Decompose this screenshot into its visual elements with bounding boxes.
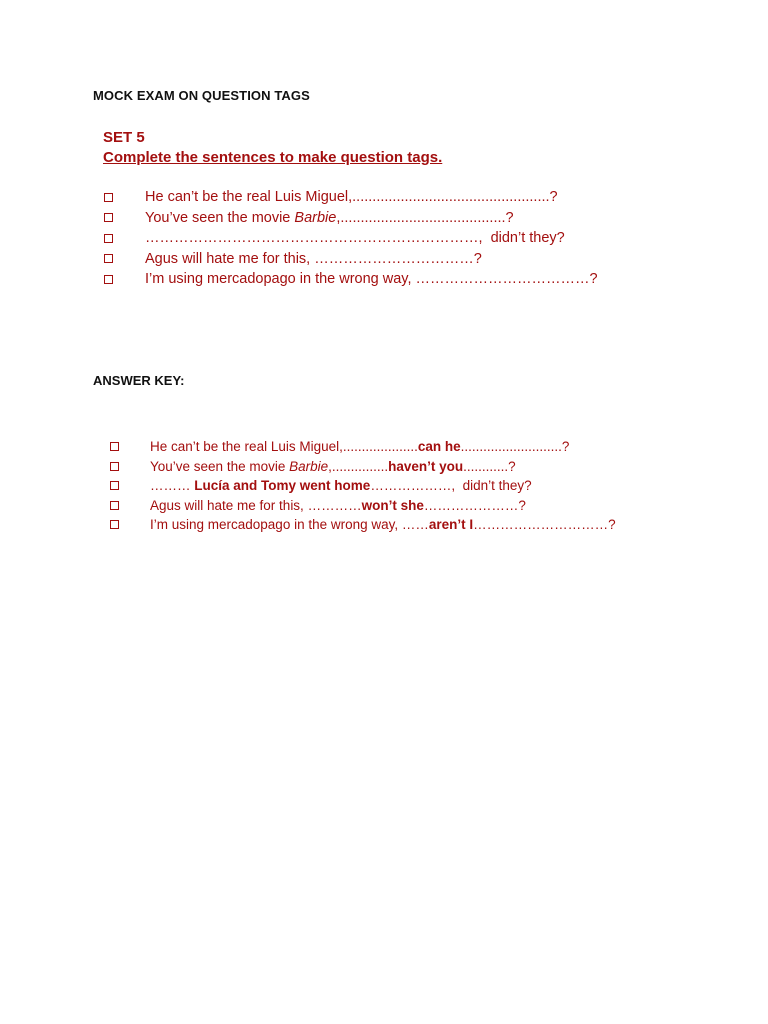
exercise-item — [104, 249, 598, 270]
answer-text-middle: and — [229, 478, 262, 494]
checkbox-icon[interactable] — [104, 275, 113, 284]
answer-item — [110, 496, 616, 516]
answer-text-before: ……… — [150, 478, 195, 494]
set-label: SET 5 — [103, 129, 145, 146]
answer-text-before2: ,............... — [328, 458, 389, 474]
checkbox-icon[interactable] — [104, 193, 113, 202]
checkbox-icon[interactable] — [110, 520, 119, 529]
answer-text-after: …………………………? — [473, 517, 616, 533]
exercise-text-after: ,.........................................? — [336, 209, 514, 226]
answer-text-before: Agus will hate me for this, ………… — [150, 497, 362, 513]
exercise-item — [104, 187, 598, 208]
answer-text-after: ............? — [463, 458, 516, 474]
checkbox-icon[interactable] — [110, 462, 119, 471]
exercise-text: Agus will hate me for this, ……………………………? — [145, 250, 482, 267]
exercise-item — [104, 269, 598, 290]
exercise-text: I’m using mercadopago in the wrong way, ………………………………? — [145, 271, 598, 288]
answer-key-title: ANSWER KEY: — [93, 373, 185, 388]
exercise-list — [104, 187, 598, 290]
answer-list — [110, 437, 616, 535]
answer-text-bold: won’t she — [361, 497, 424, 513]
exercise-text: ……………………………………………………………, didn’t they? — [145, 230, 565, 247]
answer-item — [110, 476, 616, 496]
answer-item — [110, 457, 616, 477]
checkbox-icon[interactable] — [110, 442, 119, 451]
answer-item — [110, 437, 616, 457]
answer-text-bold: haven’t you — [388, 458, 464, 474]
checkbox-icon[interactable] — [104, 213, 113, 222]
checkbox-icon[interactable] — [104, 254, 113, 263]
checkbox-icon[interactable] — [104, 234, 113, 243]
answer-text-after: ...........................? — [460, 439, 570, 455]
exercise-text-before: You’ve seen the movie — [145, 209, 295, 226]
checkbox-icon[interactable] — [110, 501, 119, 510]
answer-text-bold: can he — [417, 439, 461, 455]
answer-text-after: ………………, didn’t they? — [370, 478, 532, 494]
answer-text-italic: Barbie — [289, 458, 329, 474]
checkbox-icon[interactable] — [110, 481, 119, 490]
answer-text-bold: Lucía — [194, 478, 230, 494]
answer-text-after: …………………? — [423, 497, 526, 513]
answer-text-before: You’ve seen the movie — [150, 458, 290, 474]
exercise-text: He can’t be the real Luis Miguel,.................................................? — [145, 189, 558, 206]
exercise-text-italic: Barbie — [294, 209, 337, 226]
answer-text-bold: aren’t I — [428, 517, 474, 533]
answer-item — [110, 515, 616, 535]
answer-text-before: He can’t be the real Luis Miguel,.................... — [150, 439, 418, 455]
exercise-item — [104, 228, 598, 249]
answer-text-bold: Tomy went home — [261, 478, 371, 494]
set-instructions: Complete the sentences to make question tags. — [103, 149, 443, 166]
answer-text-before: I’m using mercadopago in the wrong way, …… — [150, 517, 429, 533]
exercise-item — [104, 208, 598, 229]
page-title: MOCK EXAM ON QUESTION TAGS — [93, 88, 310, 103]
